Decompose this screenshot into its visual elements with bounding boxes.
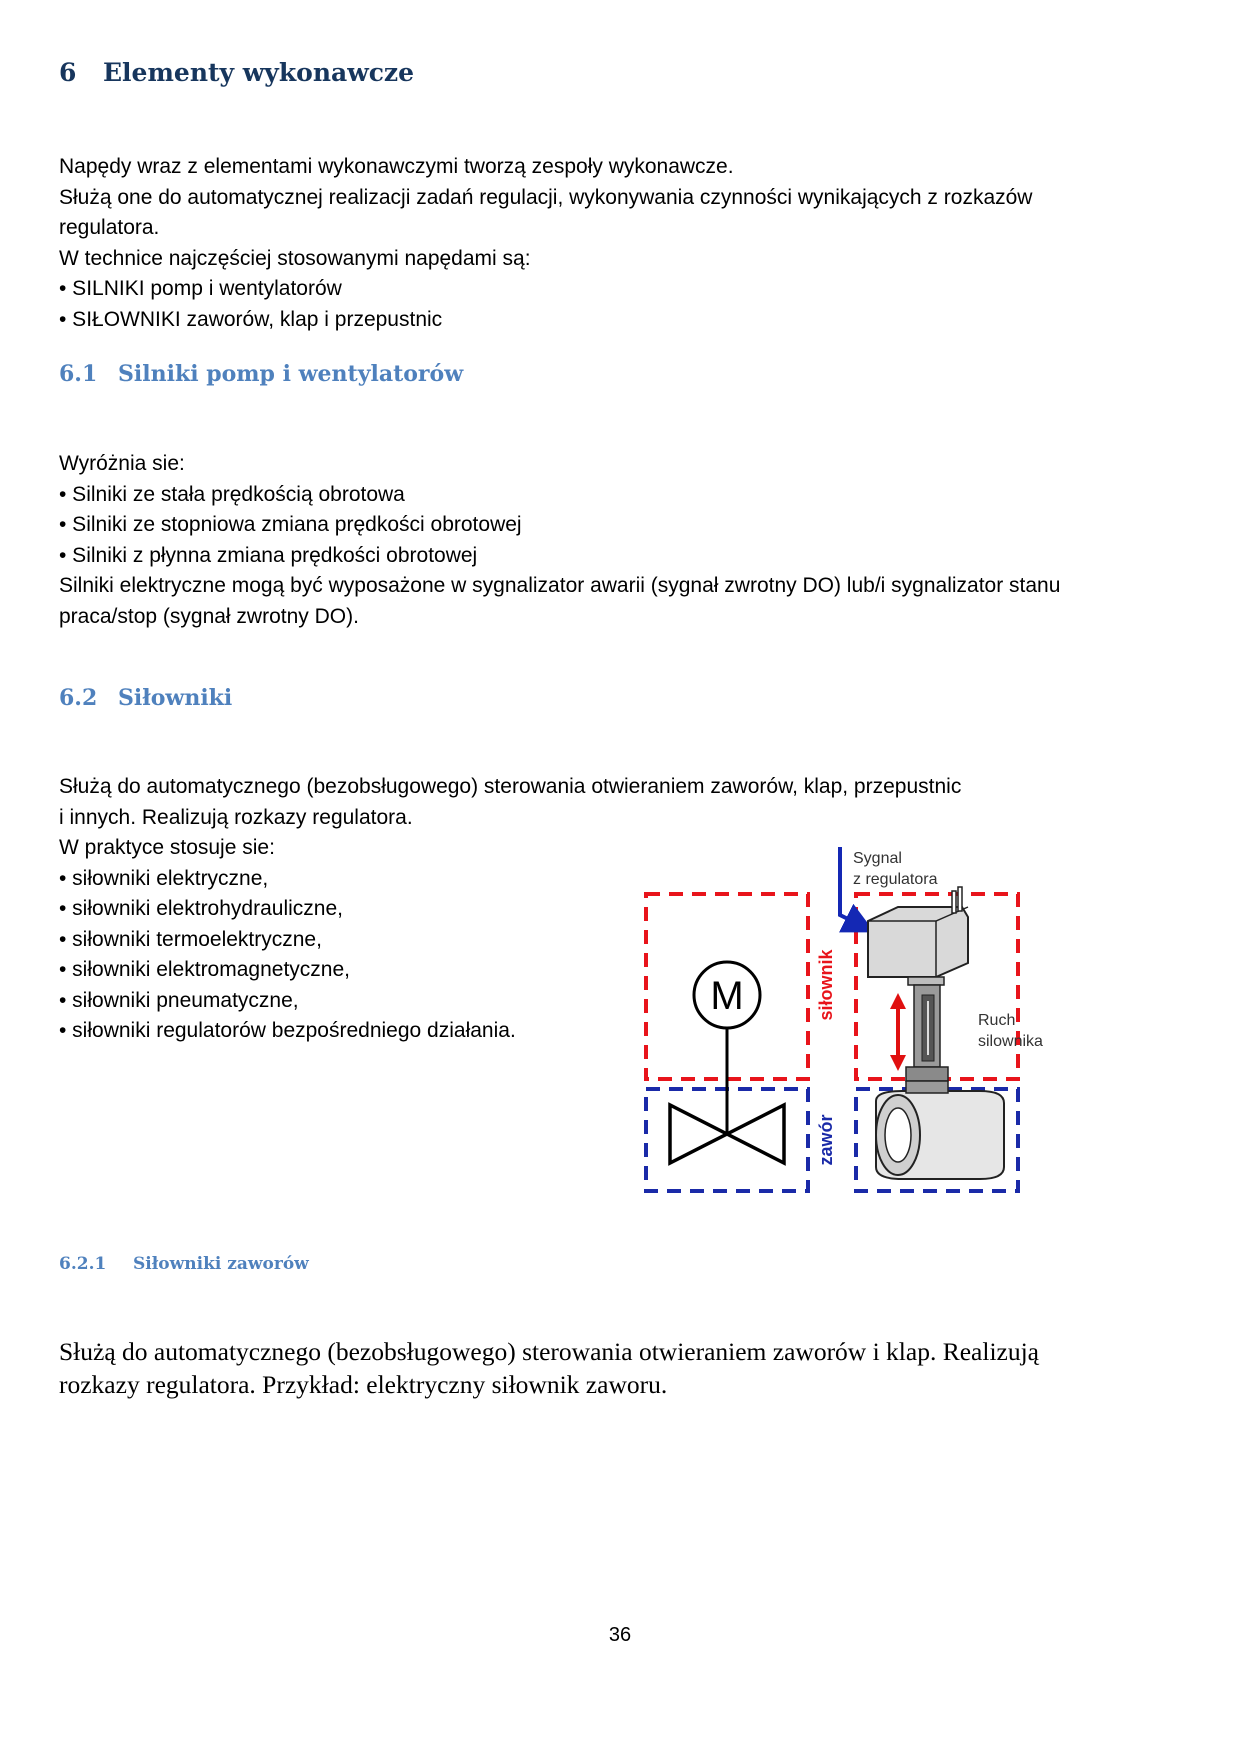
- list-item: • siłowniki elektrohydrauliczne,: [59, 897, 343, 920]
- section-6-1-heading: [59, 361, 463, 387]
- list-item: • siłowniki termoelektryczne,: [59, 927, 322, 951]
- motion-label-line2: silownika: [978, 1033, 1043, 1050]
- signal-label-line2: z regulatora: [853, 871, 938, 888]
- label-zawor: zawór: [816, 1114, 836, 1166]
- section-title: Siłowniki: [118, 685, 233, 711]
- section-title: Siłowniki zaworów: [133, 1254, 309, 1274]
- text-line: Służą do automatycznego (bezobsługowego) sterowania otwieraniem zaworów i klap. Realizują: [59, 1337, 1039, 1366]
- list-item: • SIŁOWNIKI zaworów, klap i przepustnic: [59, 307, 443, 331]
- section-title: Elementy wykonawcze: [103, 58, 415, 87]
- text-line: i innych. Realizują rozkazy regulatora.: [59, 805, 413, 829]
- list-item: • Silniki z płynna zmiana prędkości obrotowej: [59, 543, 478, 567]
- actuator-valve-diagram: [640, 845, 1060, 1205]
- text-line: Wyróżnia sie:: [59, 452, 185, 475]
- section-number: 6.1: [59, 361, 98, 387]
- intro-paragraph: [59, 152, 1032, 335]
- section-number: 6: [59, 58, 77, 87]
- section-title: Silniki pomp i wentylatorów: [118, 361, 464, 387]
- zawory-paragraph: [59, 1335, 1039, 1401]
- text-line: Silniki elektryczne mogą być wyposażone w sygnalizator awarii (sygnał zwrotny DO) lub/i sygnalizator stanu: [59, 574, 1061, 597]
- text-line: Napędy wraz z elementami wykonawczymi tworzą zespoły wykonawcze.: [59, 155, 734, 178]
- motor-symbol-label: M: [710, 974, 744, 1018]
- text-line: praca/stop (sygnał zwrotny DO).: [59, 604, 359, 628]
- list-item: • Silniki ze stała prędkością obrotowa: [59, 482, 405, 506]
- text-line: Służą do automatycznego (bezobsługowego) sterowania otwieraniem zaworów, klap, przepustnic: [59, 775, 962, 798]
- list-item: • siłowniki regulatorów bezpośredniego działania.: [59, 1019, 516, 1042]
- actuator-valve-figure: [640, 845, 1060, 1205]
- list-item: • Silniki ze stopniowa zmiana prędkości obrotowej: [59, 513, 522, 536]
- text-line: W technice najczęściej stosowanymi napędami są:: [59, 246, 531, 270]
- section-6-heading: [59, 58, 414, 87]
- valve-illustration: [876, 1081, 1004, 1179]
- list-item: • SILNIKI pomp i wentylatorów: [59, 277, 342, 300]
- list-item: • siłowniki elektryczne,: [59, 866, 269, 890]
- label-silownik: siłownik: [816, 949, 836, 1021]
- text-line: rozkazy regulatora. Przykład: elektryczny siłownik zaworu.: [59, 1370, 668, 1399]
- section-number: 6.2: [59, 685, 98, 711]
- section-6-2-1-heading: [59, 1254, 309, 1274]
- text-line: W praktyce stosuje sie:: [59, 836, 275, 859]
- text-line: Służą one do automatycznej realizacji zadań regulacji, wykonywania czynności wynikających z rozkazów: [59, 185, 1033, 209]
- signal-label-line1: Sygnal: [853, 850, 902, 867]
- actuator-illustration: [868, 887, 968, 1081]
- silniki-paragraph: [59, 449, 1060, 632]
- list-item: • siłowniki pneumatyczne,: [59, 988, 299, 1012]
- page-number: 36: [608, 1624, 632, 1646]
- text-line: regulatora.: [59, 216, 160, 239]
- motion-label-line1: Ruch: [978, 1012, 1016, 1029]
- section-6-2-heading: [59, 685, 232, 711]
- list-item: • siłowniki elektromagnetyczne,: [59, 958, 350, 981]
- section-number: 6.2.1: [59, 1254, 107, 1274]
